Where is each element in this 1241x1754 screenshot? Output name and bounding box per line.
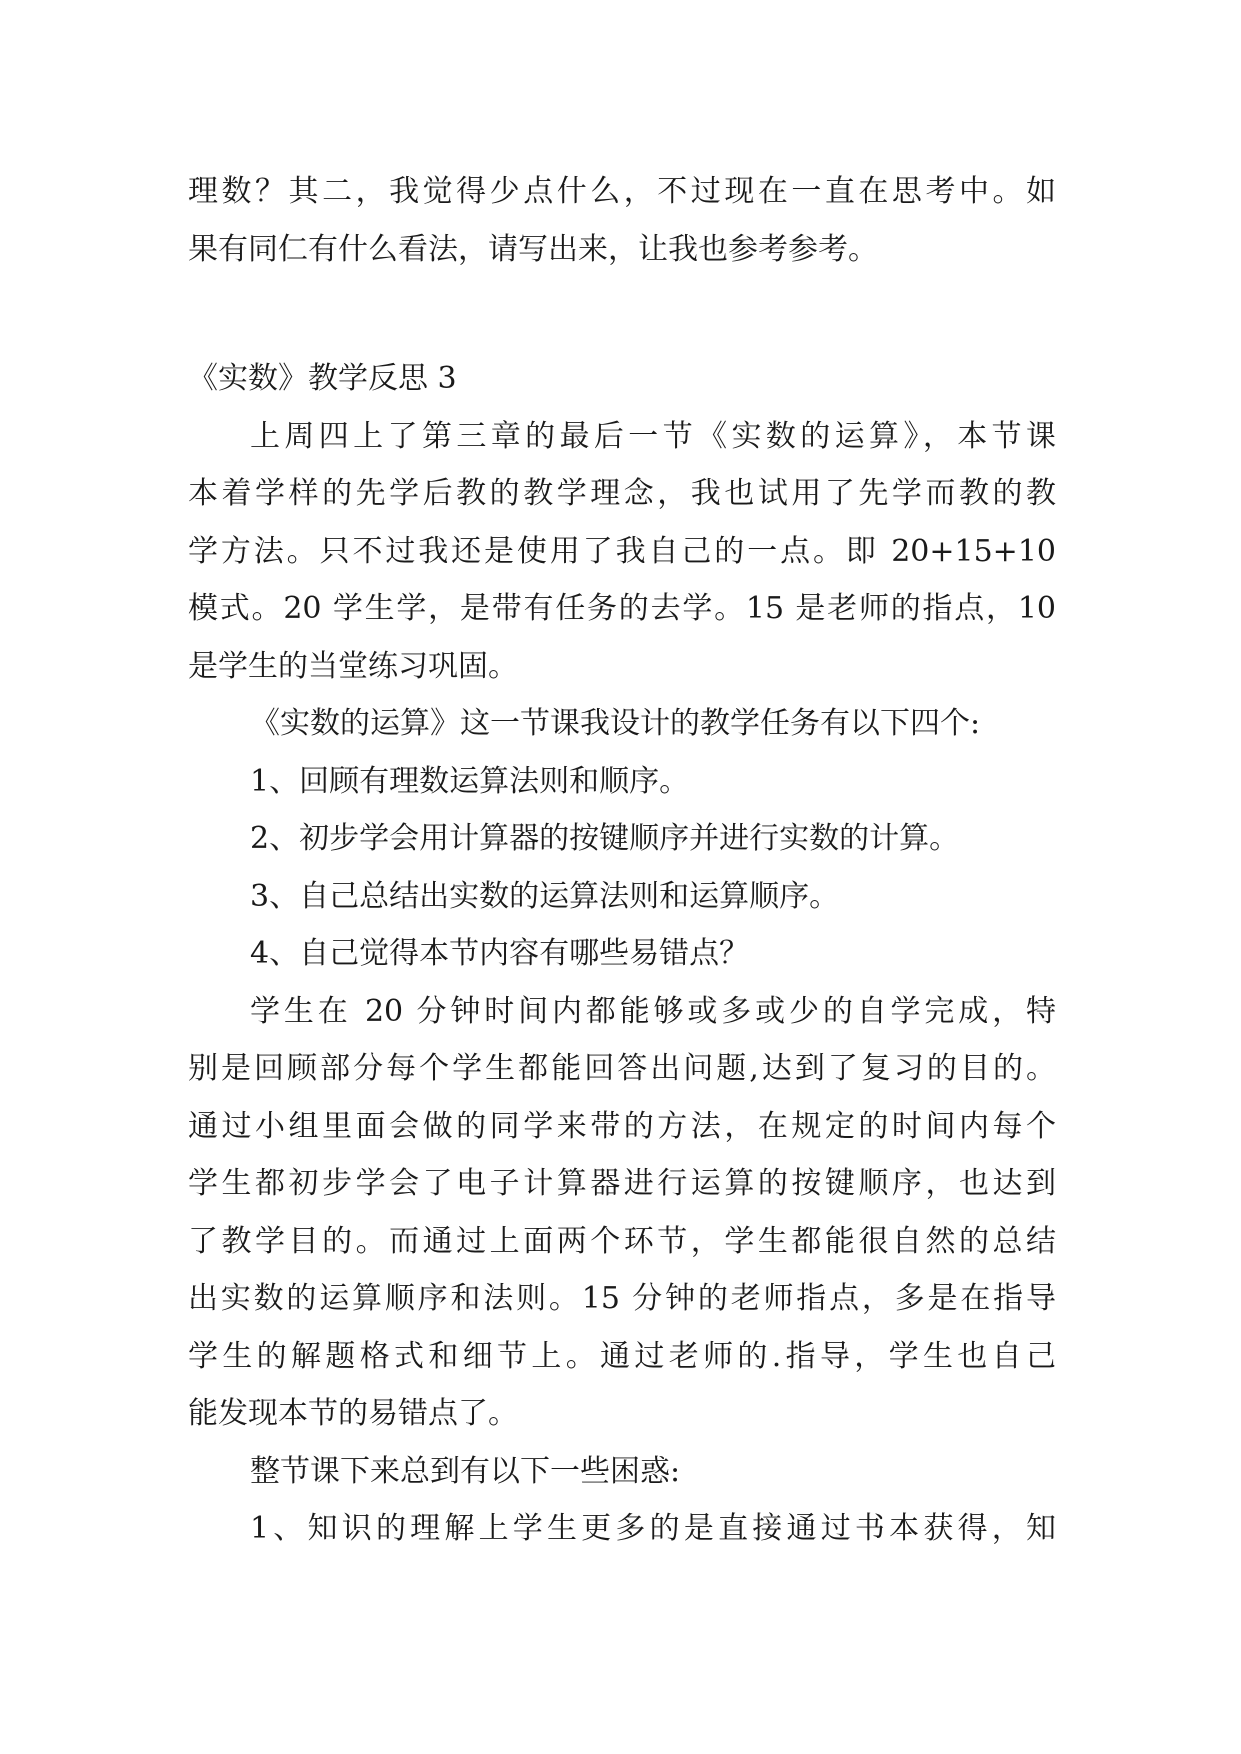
paragraph1-line-2: 本着学样的先学后教的教学理念，我也试用了先学而教的教	[188, 476, 1056, 511]
paragraph3-line-3: 通过小组里面会做的同学来带的方法，在规定的时间内每个	[188, 1108, 1056, 1144]
paragraph3-line-4: 学生都初步学会了电子计算器进行运算的按键顺序，也达到	[188, 1166, 1056, 1201]
paragraph3-line-7: 学生的解题格式和细节上。通过老师的.指导，学生也自己	[188, 1338, 1056, 1374]
document-body	[188, 163, 1056, 1558]
task-item-2: 2、初步学会用计算器的按键顺序并进行实数的计算。	[250, 821, 960, 856]
section-title: 《实数》教学反思 3	[188, 361, 457, 396]
paragraph3-line-8: 能发现本节的易错点了。	[188, 1396, 518, 1431]
paragraph5-line-1: 1、知识的理解上学生更多的是直接通过书本获得，知	[250, 1511, 1056, 1546]
intro-line-1: 理数？其二，我觉得少点什么，不过现在一直在思考中。如	[188, 174, 1056, 209]
paragraph3-line-6: 出实数的运算顺序和法则。15 分钟的老师指点，多是在指导	[188, 1281, 1056, 1316]
intro-line-2: 果有同仁有什么看法，请写出来，让我也参考参考。	[188, 231, 878, 267]
section-gap	[188, 278, 1056, 350]
paragraph1-line-4: 模式。20 学生学，是带有任务的去学。15 是老师的指点，10	[188, 591, 1056, 626]
paragraph1-line-3: 学方法。只不过我还是使用了我自己的一点。即 20+15+10	[188, 533, 1056, 569]
paragraph3-line-5: 了教学目的。而通过上面两个环节，学生都能很自然的总结	[188, 1223, 1056, 1259]
paragraph3-line-2: 别是回顾部分每个学生都能回答出问题,达到了复习的目的。	[188, 1051, 1056, 1086]
task-item-1: 1、回顾有理数运算法则和顺序。	[250, 763, 690, 799]
paragraph1-line-5: 是学生的当堂练习巩固。	[188, 648, 518, 684]
task-item-4: 4、自己觉得本节内容有哪些易错点？	[250, 936, 750, 971]
paragraph1-line-1: 上周四上了第三章的最后一节《实数的运算》，本节课	[250, 418, 1056, 454]
paragraph3-line-1: 学生在 20 分钟时间内都能够或多或少的自学完成，特	[250, 993, 1056, 1029]
paragraph2-line: 《实数的运算》这一节课我设计的教学任务有以下四个:	[250, 706, 981, 741]
paragraph4-line: 整节课下来总到有以下一些困惑:	[250, 1453, 681, 1489]
task-item-3: 3、自己总结出实数的运算法则和运算顺序。	[250, 878, 840, 914]
